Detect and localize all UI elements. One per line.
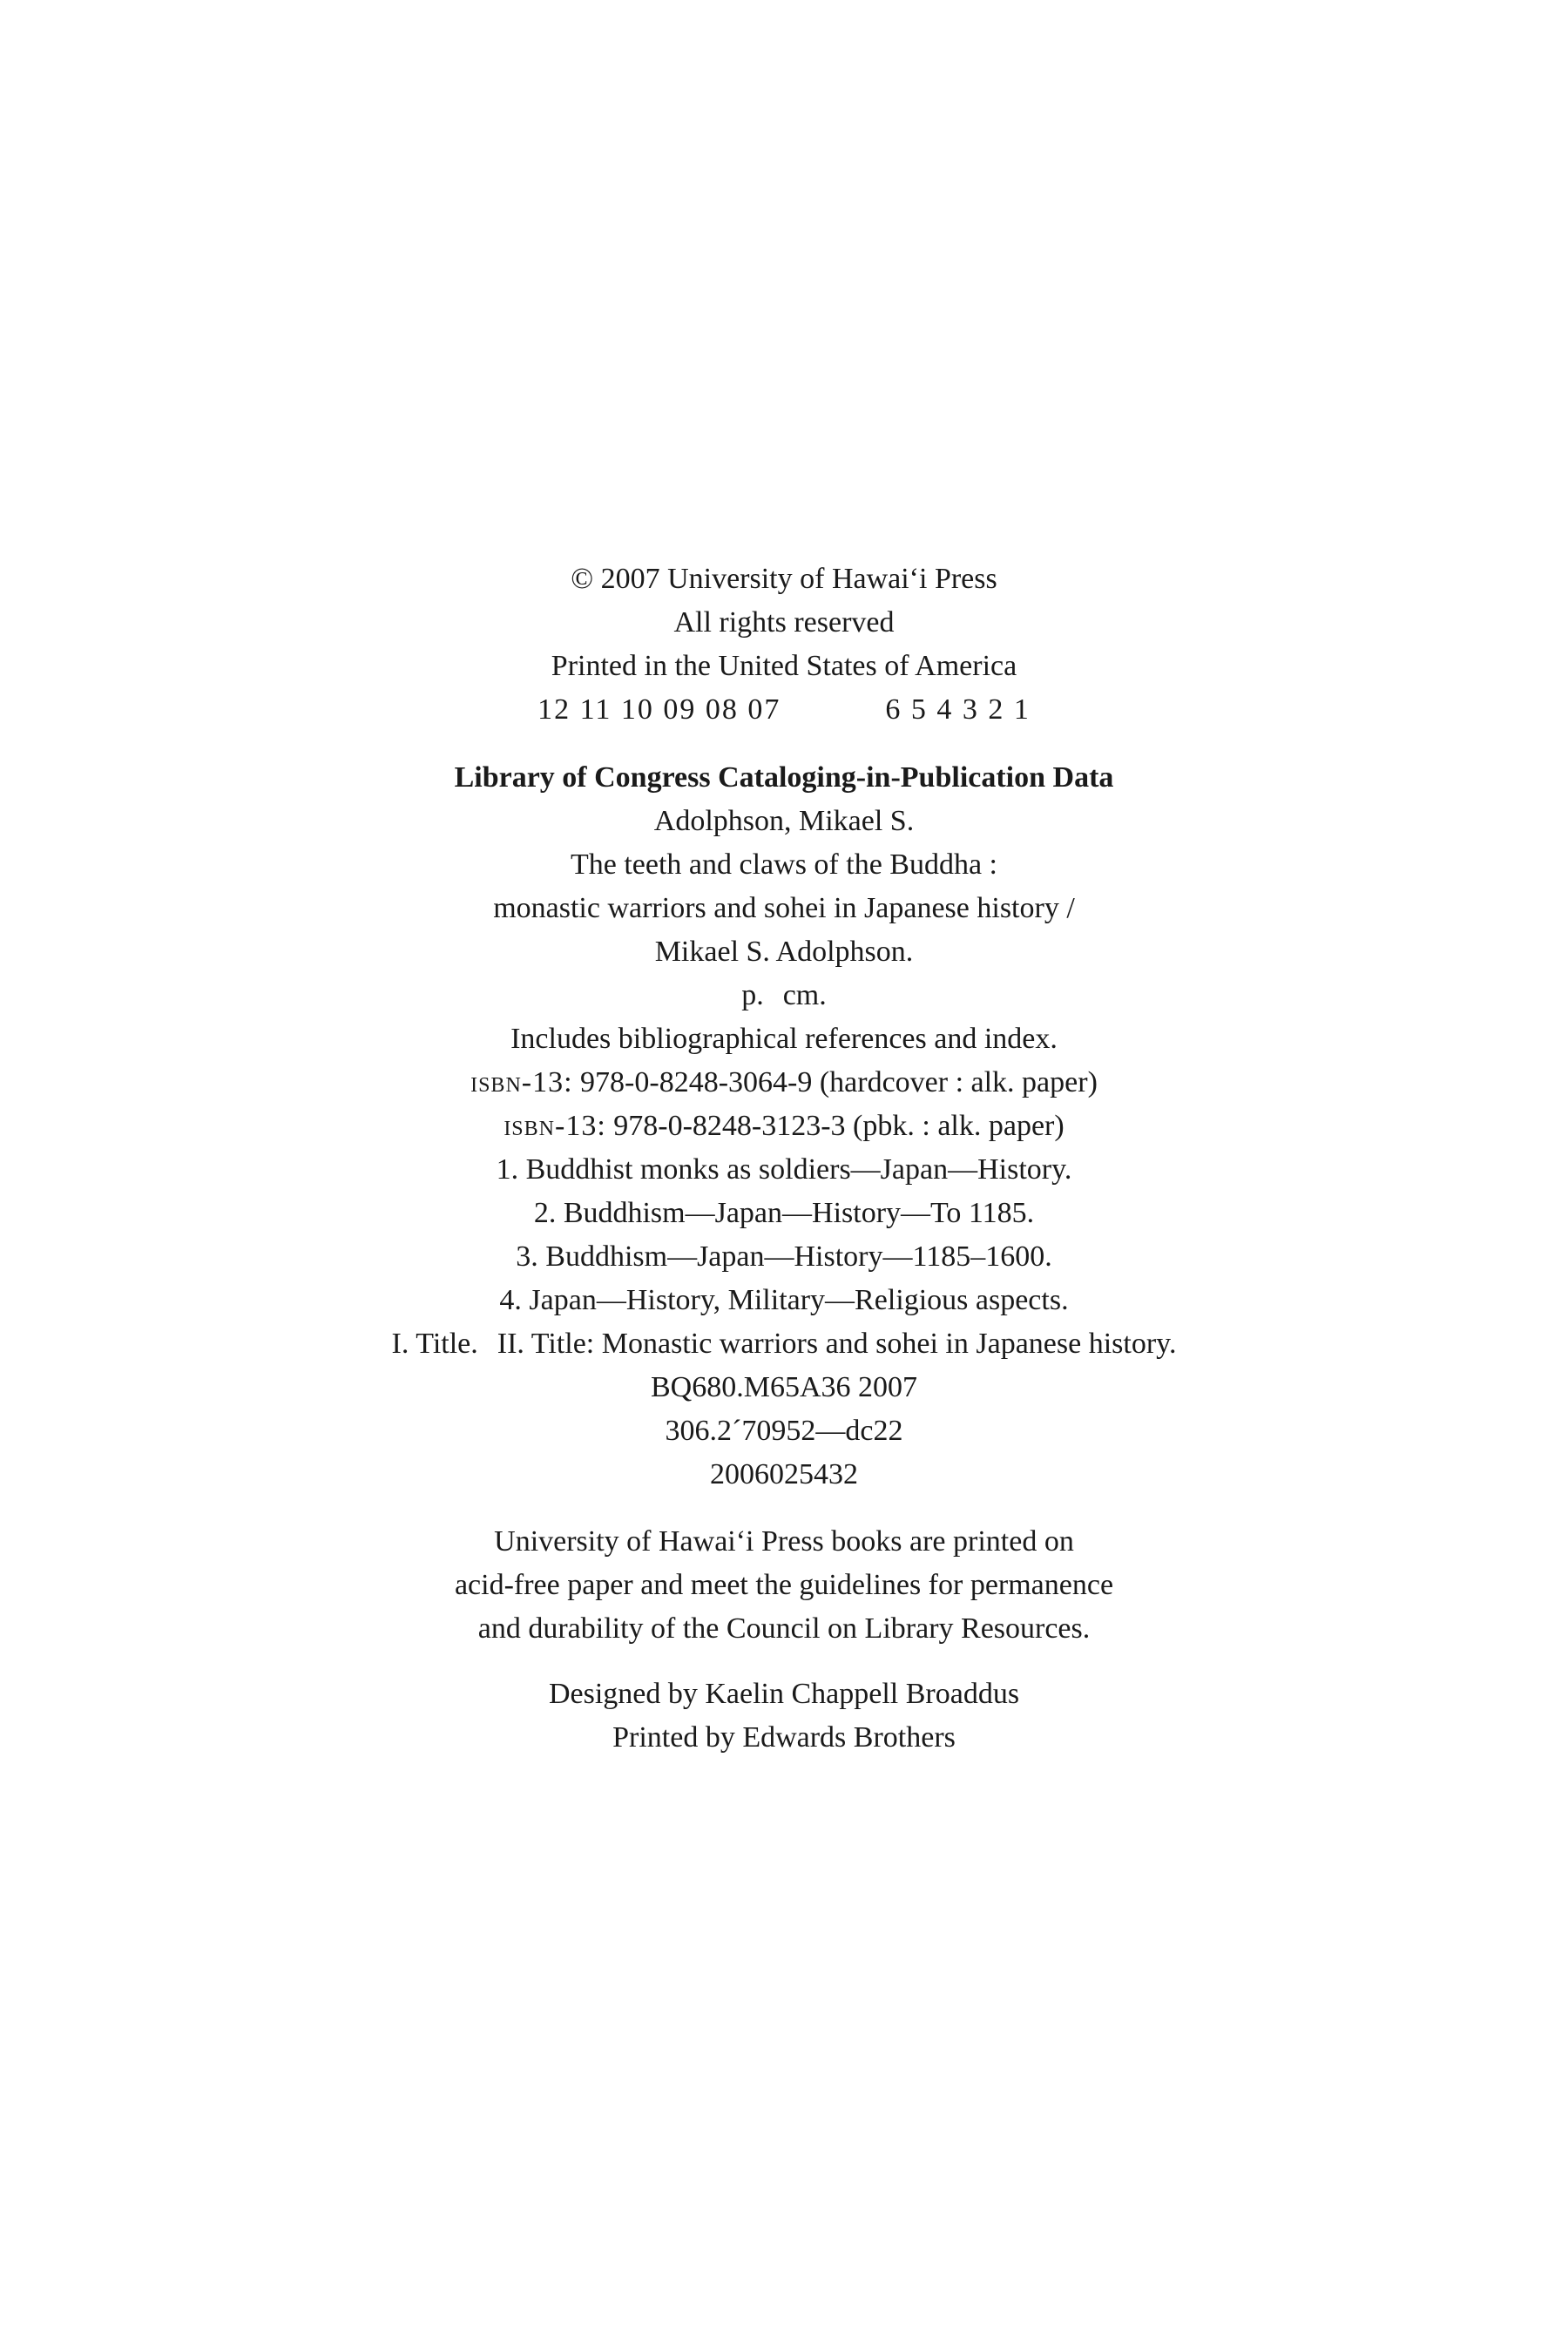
cip-cm: cm. bbox=[782, 979, 827, 1011]
cip-subject-1: 1. Buddhist monks as soldiers—Japan—History. bbox=[496, 1153, 1072, 1186]
cip-title-line-2: monastic warriors and sohei in Japanese history / bbox=[493, 892, 1075, 924]
cip-isbn-paperback bbox=[0, 1105, 1568, 1148]
paper-note-block bbox=[0, 1520, 1568, 1651]
printed-in-line: Printed in the United States of America bbox=[551, 650, 1017, 682]
cip-subject-2: 2. Buddhism—Japan—History—To 1185. bbox=[533, 1197, 1035, 1229]
cip-dewey: 306.2´70952—dc22 bbox=[665, 1415, 903, 1447]
paper-note-line-1: University of Hawai‘i Press books are printed on bbox=[494, 1525, 1074, 1558]
cip-lccn: 2006025432 bbox=[710, 1458, 858, 1490]
year-codes: 12 11 10 09 08 07 bbox=[537, 693, 781, 726]
isbn-value: 978-0-8248-3064-9 (hardcover : alk. paper) bbox=[580, 1066, 1098, 1098]
paper-note-line-3: and durability of the Council on Library Resources. bbox=[477, 1612, 1091, 1645]
cip-heading: Library of Congress Cataloging-in-Publication Data bbox=[454, 761, 1114, 794]
cip-subject-3: 3. Buddhism—Japan—History—1185–1600. bbox=[516, 1240, 1052, 1273]
cip-p: p. bbox=[741, 979, 764, 1011]
copyright-block bbox=[0, 558, 1568, 732]
cip-statement: Mikael S. Adolphson. bbox=[654, 936, 914, 968]
cip-author: Adolphson, Mikael S. bbox=[653, 805, 915, 837]
cip-pagination bbox=[0, 974, 1568, 1017]
printing-codes bbox=[0, 688, 1568, 732]
printer-credit: Printed by Edwards Brothers bbox=[612, 1721, 956, 1754]
cip-title-entries bbox=[0, 1322, 1568, 1366]
cip-bibliography: Includes bibliographical references and index. bbox=[510, 1023, 1058, 1055]
print-codes: 6 5 4 3 2 1 bbox=[885, 693, 1031, 726]
isbn-value: 978-0-8248-3123-3 (pbk. : alk. paper) bbox=[613, 1110, 1064, 1142]
paper-note-line-2: acid-free paper and meet the guidelines for permanence bbox=[454, 1569, 1114, 1601]
cip-title-entry-2: II. Title: Monastic warriors and sohei in Japanese history. bbox=[497, 1328, 1177, 1360]
isbn-label: isbn-13: bbox=[470, 1066, 573, 1098]
credits-block bbox=[0, 1673, 1568, 1760]
designer-credit: Designed by Kaelin Chappell Broaddus bbox=[548, 1678, 1020, 1710]
cip-title-entry-1: I. Title. bbox=[391, 1328, 478, 1360]
rights-line: All rights reserved bbox=[673, 606, 895, 639]
cip-isbn-hardcover bbox=[0, 1061, 1568, 1105]
cip-subject-4: 4. Japan—History, Military—Religious aspects. bbox=[499, 1284, 1069, 1316]
isbn-label: isbn-13: bbox=[504, 1110, 606, 1142]
cip-title-line-1: The teeth and claws of the Buddha : bbox=[570, 848, 997, 881]
cip-block bbox=[0, 756, 1568, 1497]
copyright-line: © 2007 University of Hawai‘i Press bbox=[571, 563, 997, 595]
cip-lc-call-number: BQ680.M65A36 2007 bbox=[650, 1371, 918, 1403]
